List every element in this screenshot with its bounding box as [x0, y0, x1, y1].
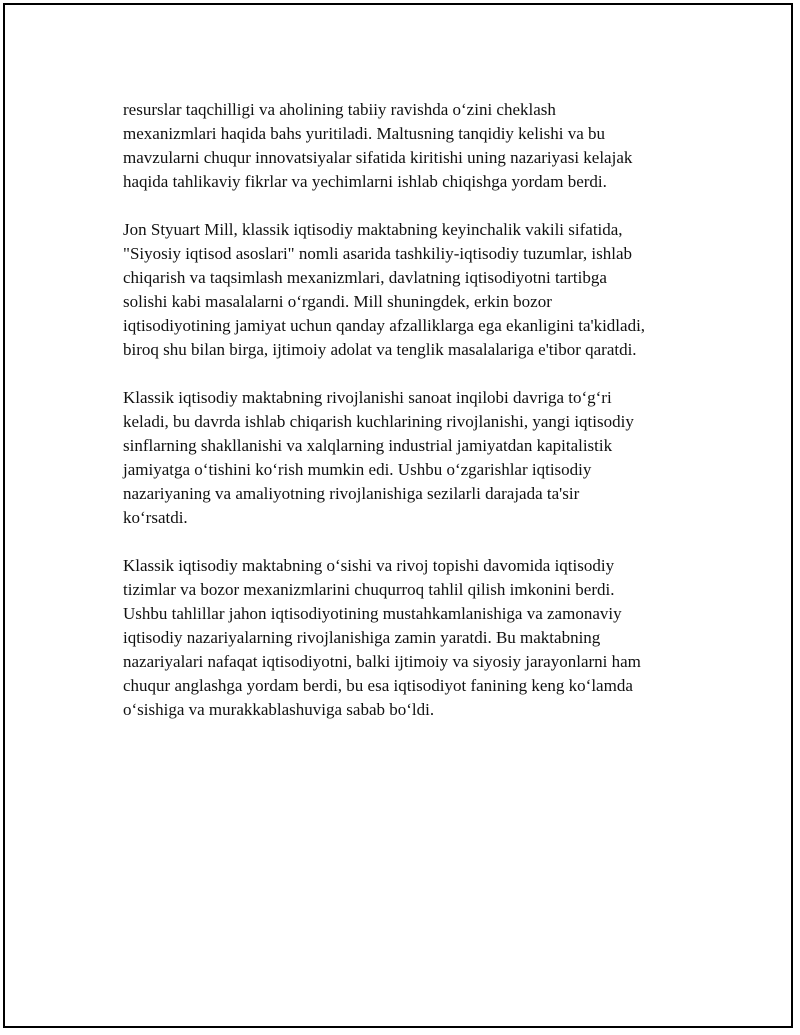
text-line: Ushbu tahlillar jahon iqtisodiyotining mustahkamlanishiga va zamonaviy — [123, 604, 622, 623]
text-line: resurslar taqchilligi va aholining tabiiy ravishda o‘zini cheklash — [123, 100, 556, 119]
text-line: mexanizmlari haqida bahs yuritiladi. Maltusning tanqidiy kelishi va bu — [123, 124, 606, 143]
text-line: iqtisodiyotining jamiyat uchun qanday afzalliklarga ega ekanligini ta'kidladi, — [123, 316, 646, 335]
text-line: keladi, bu davrda ishlab chiqarish kuchlarining rivojlanishi, yangi iqtisodiy — [123, 412, 634, 431]
paragraph-4 — [123, 554, 703, 722]
text-line: haqida tahlikaviy fikrlar va yechimlarni ishlab chiqishga yordam berdi. — [123, 172, 607, 191]
text-line: chuqur anglashga yordam berdi, bu esa iqtisodiyot fanining keng ko‘lamda — [123, 676, 633, 695]
paragraph-2 — [123, 218, 703, 362]
text-line: iqtisodiy nazariyalarning rivojlanishiga zamin yaratdi. Bu maktabning — [123, 628, 601, 647]
text-line: nazariyalari nafaqat iqtisodiyotni, balki ijtimoiy va siyosiy jarayonlarni ham — [123, 652, 641, 671]
text-line: biroq shu bilan birga, ijtimoiy adolat va tenglik masalalariga e'tibor qaratdi. — [123, 340, 637, 359]
text-line: Jon Styuart Mill, klassik iqtisodiy maktabning keyinchalik vakili sifatida, — [123, 220, 623, 239]
text-line: tizimlar va bozor mexanizmlarini chuqurroq tahlil qilish imkonini berdi. — [123, 580, 615, 599]
text-line: sinflarning shakllanishi va xalqlarning industrial jamiyatdan kapitalistik — [123, 436, 613, 455]
text-line: Klassik iqtisodiy maktabning rivojlanishi sanoat inqilobi davriga to‘g‘ri — [123, 388, 612, 407]
page-frame — [3, 3, 793, 1028]
text-line: mavzularni chuqur innovatsiyalar sifatida kiritishi uning nazariyasi kelajak — [123, 148, 633, 167]
paragraph-1 — [123, 98, 703, 194]
text-line: chiqarish va taqsimlash mexanizmlari, davlatning iqtisodiyotni tartibga — [123, 268, 607, 287]
text-line: jamiyatga o‘tishini ko‘rish mumkin edi. Ushbu o‘zgarishlar iqtisodiy — [123, 460, 592, 479]
text-line: solishi kabi masalalarni o‘rgandi. Mill shuningdek, erkin bozor — [123, 292, 552, 311]
text-line: o‘sishiga va murakkablashuviga sabab bo‘ldi. — [123, 700, 435, 719]
document-body — [123, 98, 703, 746]
text-line: nazariyaning va amaliyotning rivojlanishiga sezilarli darajada ta'sir — [123, 484, 580, 503]
text-line: Klassik iqtisodiy maktabning o‘sishi va rivoj topishi davomida iqtisodiy — [123, 556, 615, 575]
text-line: ko‘rsatdi. — [123, 508, 188, 527]
paragraph-3 — [123, 386, 703, 530]
text-line: "Siyosiy iqtisod asoslari" nomli asarida tashkiliy-iqtisodiy tuzumlar, ishlab — [123, 244, 632, 263]
